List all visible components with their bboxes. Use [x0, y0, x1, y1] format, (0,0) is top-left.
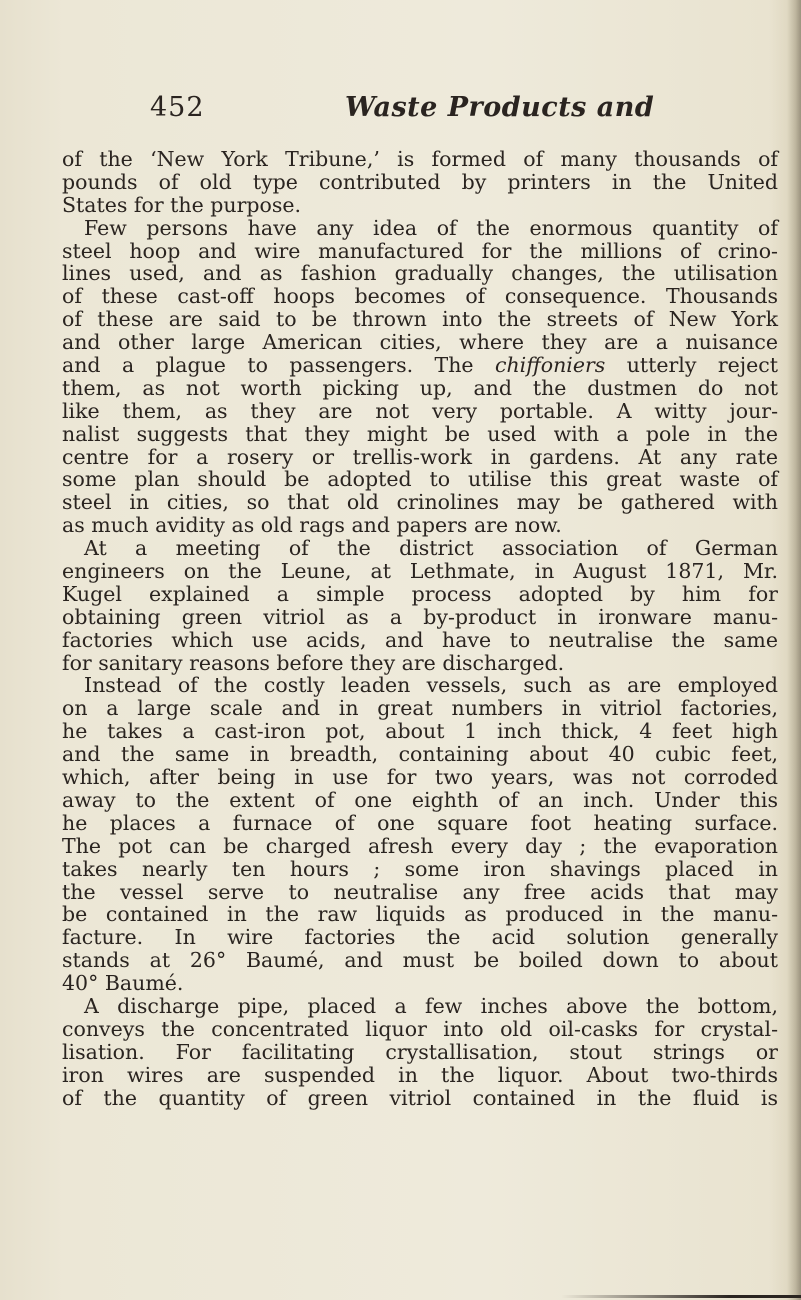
text-line: [62, 812, 778, 835]
text-segment: Few persons have any idea of the enormous quantity of: [84, 215, 778, 240]
text-line: [62, 491, 778, 514]
text-line: [62, 308, 778, 331]
text-segment: steel hoop and wire manufactured for the millions of crino-: [62, 238, 778, 263]
bottom-edge-line: [561, 1295, 801, 1298]
text-segment: centre for a rosery or trellis-work in gardens. At any rate: [62, 444, 778, 469]
text-line: [62, 354, 778, 377]
body-text: [62, 148, 778, 1109]
text-segment: takes nearly ten hours ; some iron shavings placed in: [62, 856, 778, 881]
text-line: [62, 400, 778, 423]
text-line: [62, 858, 778, 881]
text-line: [62, 835, 778, 858]
text-line: [62, 171, 778, 194]
text-segment: engineers on the Leune, at Lethmate, in August 1871, Mr.: [62, 559, 778, 584]
text-line: [62, 148, 778, 171]
text-segment: lisation. For facilitating crystallisation, stout strings or: [62, 1039, 778, 1064]
text-segment: A discharge pipe, placed a few inches above the bottom,: [84, 993, 778, 1018]
page-edge-shadow: [787, 0, 801, 1300]
text-line: [62, 972, 778, 995]
text-segment: and a plague to passengers. The: [62, 353, 495, 378]
text-line: [62, 1087, 778, 1110]
text-segment: away to the extent of one eighth of an inch. Under this: [62, 787, 778, 812]
text-segment: of these are said to be thrown into the streets of New York: [62, 307, 778, 332]
text-line: [62, 629, 778, 652]
text-segment: obtaining green vitriol as a by-product in ironware manu-: [62, 604, 778, 629]
text-segment: steel in cities, so that old crinolines may be gathered with: [62, 490, 778, 515]
text-segment: and other large American cities, where they are a nuisance: [62, 330, 778, 355]
text-segment: Instead of the costly leaden vessels, such as are employed: [84, 673, 778, 698]
text-segment: factories which use acids, and have to neutralise the same: [62, 627, 778, 652]
text-line: [62, 789, 778, 812]
text-segment: as much avidity as old rags and papers are now.: [62, 513, 562, 538]
text-line: [62, 903, 778, 926]
text-line: [62, 240, 778, 263]
text-line: [62, 423, 778, 446]
text-segment: them, as not worth picking up, and the dustmen do not: [62, 375, 778, 400]
text-line: [62, 537, 778, 560]
text-segment: 40° Baumé.: [62, 971, 184, 996]
text-segment: At a meeting of the district association of German: [84, 536, 778, 561]
text-line: [62, 217, 778, 240]
text-line: [62, 1064, 778, 1087]
text-line: [62, 194, 778, 217]
text-segment: Kugel explained a simple process adopted by him for: [62, 581, 778, 606]
text-segment: pounds of old type contributed by printers in the United: [62, 169, 778, 194]
text-segment: of these cast-off hoops becomes of consequence. Thousands: [62, 284, 778, 309]
text-segment: chiffoniers: [494, 353, 606, 378]
text-segment: utterly reject: [605, 353, 778, 378]
text-segment: like them, as they are not very portable. A witty jour-: [62, 398, 778, 423]
text-segment: stands at 26° Baumé, and must be boiled down to about: [62, 948, 778, 973]
text-segment: for sanitary reasons before they are discharged.: [62, 650, 565, 675]
text-segment: the vessel serve to neutralise any free acids that may: [62, 879, 778, 904]
text-segment: of the quantity of green vitriol contained in the fluid is: [62, 1085, 778, 1110]
text-segment: lines used, and as fashion gradually changes, the utilisation: [62, 261, 778, 286]
text-segment: he places a furnace of one square foot heating surface.: [62, 810, 778, 835]
text-line: [62, 262, 778, 285]
text-line: [62, 285, 778, 308]
text-line: [62, 514, 778, 537]
running-header: [150, 92, 710, 132]
text-segment: he takes a cast-iron pot, about 1 inch thick, 4 feet high: [62, 719, 778, 744]
text-segment: some plan should be adopted to utilise this great waste of: [62, 467, 778, 492]
text-line: [62, 560, 778, 583]
text-segment: on a large scale and in great numbers in vitriol factories,: [62, 696, 778, 721]
text-line: [62, 881, 778, 904]
text-line: [62, 720, 778, 743]
text-segment: which, after being in use for two years, was not corroded: [62, 765, 778, 790]
text-segment: iron wires are suspended in the liquor. About two-thirds: [62, 1062, 778, 1087]
text-segment: and the same in breadth, containing about 40 cubic feet,: [62, 742, 778, 767]
text-line: [62, 377, 778, 400]
text-line: [62, 468, 778, 491]
page-number: 452: [150, 92, 205, 123]
text-segment: nalist suggests that they might be used with a pole in the: [62, 421, 778, 446]
text-line: [62, 766, 778, 789]
text-line: [62, 743, 778, 766]
text-segment: States for the purpose.: [62, 192, 302, 217]
text-line: [62, 446, 778, 469]
text-line: [62, 652, 778, 675]
text-segment: be contained in the raw liquids as produced in the manu-: [62, 902, 778, 927]
text-segment: The pot can be charged afresh every day ; the evaporation: [62, 833, 778, 858]
text-line: [62, 674, 778, 697]
text-line: [62, 949, 778, 972]
text-segment: conveys the concentrated liquor into old oil-casks for crystal-: [62, 1016, 778, 1041]
text-line: [62, 1018, 778, 1041]
text-line: [62, 995, 778, 1018]
text-line: [62, 583, 778, 606]
text-line: [62, 331, 778, 354]
text-line: [62, 697, 778, 720]
text-line: [62, 1041, 778, 1064]
text-line: [62, 606, 778, 629]
text-line: [62, 926, 778, 949]
text-segment: of the ‘New York Tribune,’ is formed of many thousands of: [62, 147, 778, 171]
text-segment: facture. In wire factories the acid solution generally: [62, 925, 778, 950]
running-title: Waste Products and: [345, 92, 655, 123]
